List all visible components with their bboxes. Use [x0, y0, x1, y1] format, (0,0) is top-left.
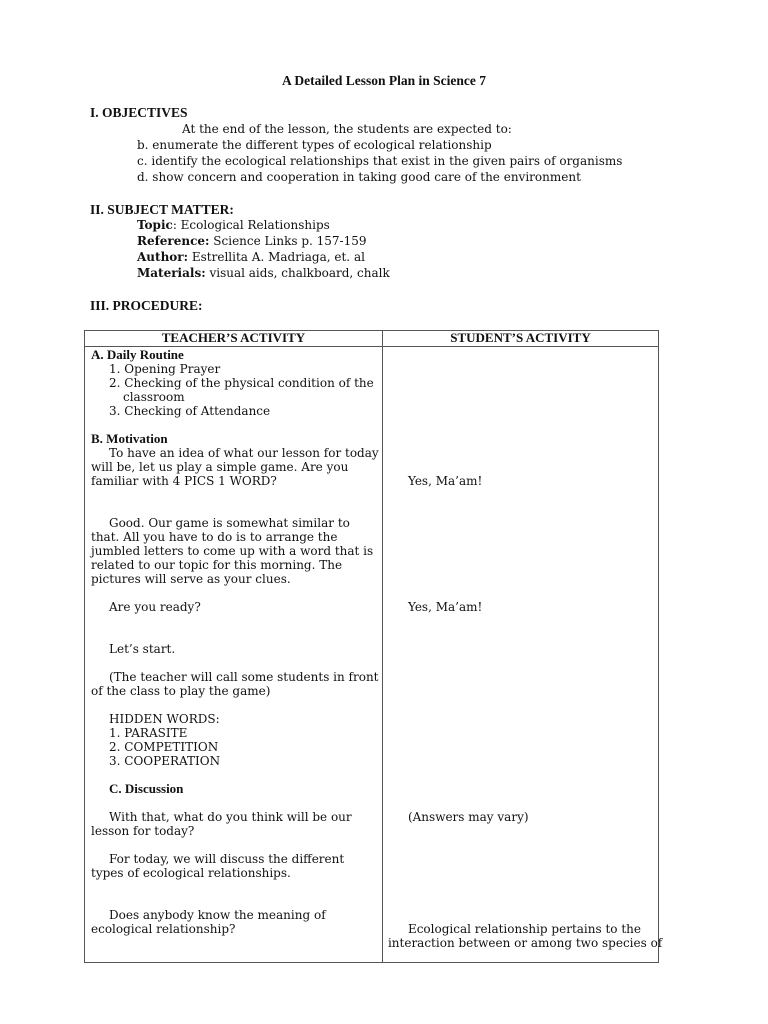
- teacher-line: ecological relationship?: [91, 922, 236, 936]
- list-item: 2. Checking of the physical condition of the: [109, 376, 374, 390]
- student-response: Ecological relationship pertains to the: [407, 922, 641, 936]
- hidden-words-label: HIDDEN WORDS:: [109, 712, 220, 726]
- table-row: [85, 347, 659, 963]
- materials-value: visual aids, chalkboard, chalk: [209, 266, 390, 280]
- list-item: 3. COOPERATION: [109, 754, 221, 768]
- motivation-heading: B. Motivation: [91, 431, 168, 446]
- objectives-intro: At the end of the lesson, the students are expected to:: [182, 122, 512, 136]
- teacher-line: Good. Our game is somewhat similar to: [109, 516, 350, 530]
- list-item: 1. PARASITE: [109, 726, 188, 740]
- teacher-line: To have an idea of what our lesson for today: [109, 446, 379, 460]
- list-item: 2. COMPETITION: [109, 740, 219, 754]
- teacher-line: Let’s start.: [109, 642, 176, 656]
- procedure-heading: III. PROCEDURE:: [90, 298, 203, 313]
- author-label: Author:: [137, 250, 189, 264]
- teacher-line: Are you ready?: [109, 600, 201, 614]
- teacher-line: lesson for today?: [91, 824, 195, 838]
- teacher-column-header: TEACHER’S ACTIVITY: [85, 331, 383, 347]
- author-line: [137, 249, 365, 265]
- teacher-line: pictures will serve as your clues.: [91, 572, 291, 586]
- reference-value: Science Links p. 157-159: [213, 234, 367, 248]
- list-item: classroom: [123, 390, 185, 404]
- reference-label: Reference:: [137, 234, 210, 248]
- discussion-heading: C. Discussion: [109, 781, 184, 796]
- teacher-line: types of ecological relationships.: [91, 866, 291, 880]
- objective-item: c. identify the ecological relationships that exist in the given pairs of organisms: [137, 154, 623, 168]
- subject-matter-heading: II. SUBJECT MATTER:: [90, 202, 234, 217]
- teacher-line: will be, let us play a simple game. Are you: [91, 460, 349, 474]
- materials-label: Materials:: [137, 266, 206, 280]
- teacher-line: jumbled letters to come up with a word that is: [91, 544, 374, 558]
- topic-line: [137, 217, 330, 233]
- teacher-activity-cell: [85, 347, 383, 963]
- author-value: Estrellita A. Madriaga, et. al: [191, 250, 365, 264]
- teacher-line: With that, what do you think will be our: [109, 810, 352, 824]
- objective-item: b. enumerate the different types of ecological relationship: [137, 138, 492, 152]
- objectives-heading: I. OBJECTIVES: [90, 105, 188, 120]
- table-header-row: [85, 331, 659, 347]
- topic-value: : Ecological Relationships: [172, 218, 330, 232]
- teacher-line: (The teacher will call some students in front: [109, 670, 379, 684]
- student-column-header: STUDENT’S ACTIVITY: [382, 331, 658, 347]
- procedure-table: [84, 330, 663, 963]
- student-response: Yes, Ma’am!: [407, 600, 483, 614]
- teacher-line: of the class to play the game): [91, 684, 271, 698]
- objective-item: d. show concern and cooperation in taking good care of the environment: [137, 170, 581, 184]
- teacher-line: that. All you have to do is to arrange the: [91, 530, 338, 544]
- reference-line: [137, 233, 367, 249]
- teacher-line: related to our topic for this morning. The: [91, 558, 343, 572]
- list-item: 1. Opening Prayer: [109, 362, 221, 376]
- document-title: A Detailed Lesson Plan in Science 7: [281, 73, 486, 88]
- materials-line: [137, 265, 390, 281]
- list-item: 3. Checking of Attendance: [109, 404, 271, 418]
- student-response: (Answers may vary): [407, 810, 529, 824]
- student-activity-cell: [382, 347, 663, 963]
- student-response: interaction between or among two species of: [387, 936, 663, 950]
- teacher-line: Does anybody know the meaning of: [109, 908, 326, 922]
- daily-routine-heading: A. Daily Routine: [91, 347, 184, 362]
- teacher-line: For today, we will discuss the different: [109, 852, 345, 866]
- topic-label: Topic: [137, 218, 173, 232]
- student-response: Yes, Ma’am!: [407, 474, 483, 488]
- teacher-line: familiar with 4 PICS 1 WORD?: [91, 474, 277, 488]
